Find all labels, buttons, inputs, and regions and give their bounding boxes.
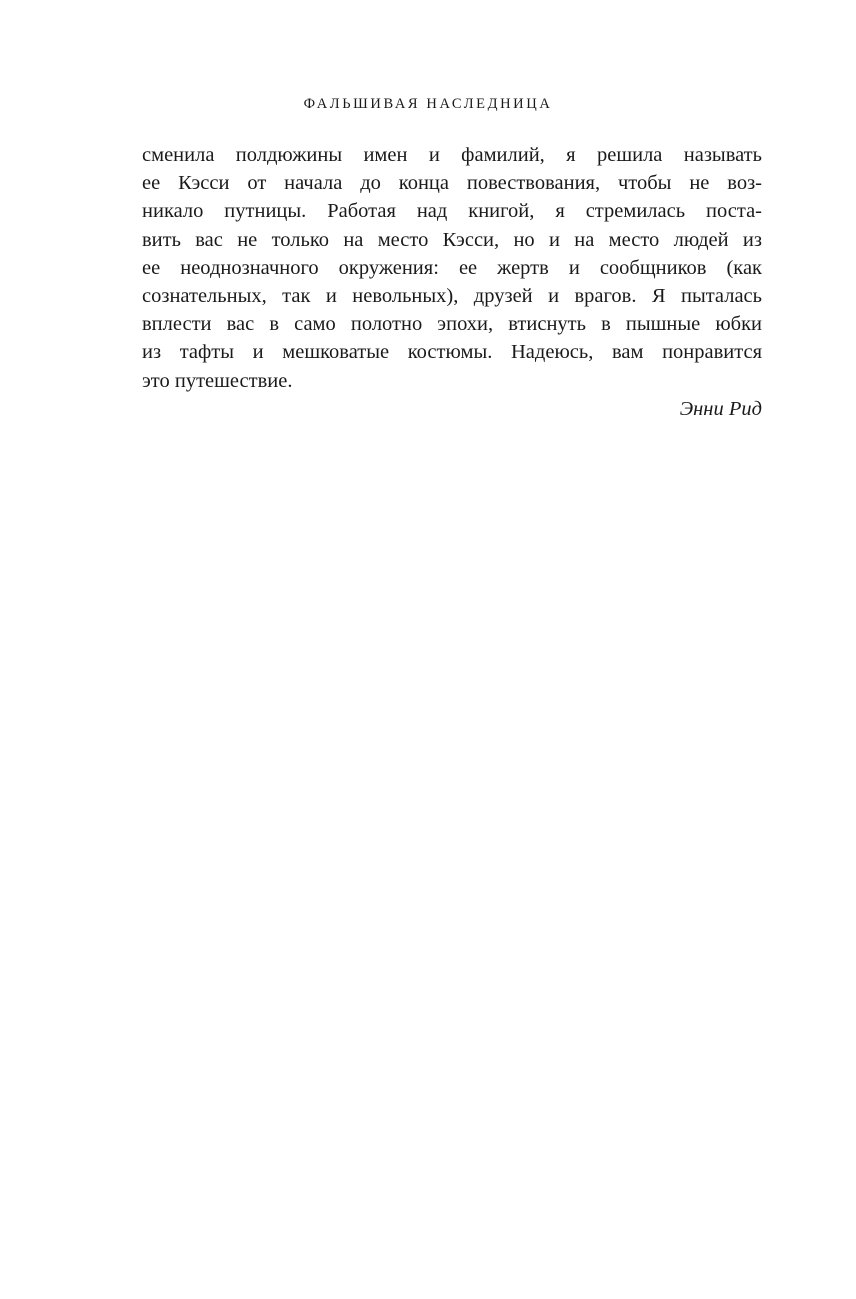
body-text	[142, 141, 762, 423]
text-line: вплести вас в само полотно эпохи, втиснуть в пышные юбки	[142, 313, 762, 336]
text-line: вить вас не только на место Кэсси, но и на место людей из	[142, 228, 762, 251]
text-line: это путешествие.	[142, 369, 293, 392]
text-line: из тафты и мешковатые костюмы. Надеюсь, вам понравится	[142, 341, 762, 364]
running-head: ФАЛЬШИВАЯ НАСЛЕДНИЦА	[303, 96, 553, 112]
text-line: никало путницы. Работая над книгой, я стремилась поста-	[142, 200, 762, 223]
author-signature: Энни Рид	[679, 397, 762, 420]
text-line: ее Кэсси от начала до конца повествования, чтобы не воз-	[142, 172, 762, 195]
text-line: ее неоднозначного окружения: ее жертв и сообщников (как	[142, 256, 762, 279]
text-line: сменила полдюжины имен и фамилий, я решила называть	[142, 144, 762, 166]
text-line: сознательных, так и невольных), друзей и врагов. Я пыталась	[142, 284, 762, 307]
